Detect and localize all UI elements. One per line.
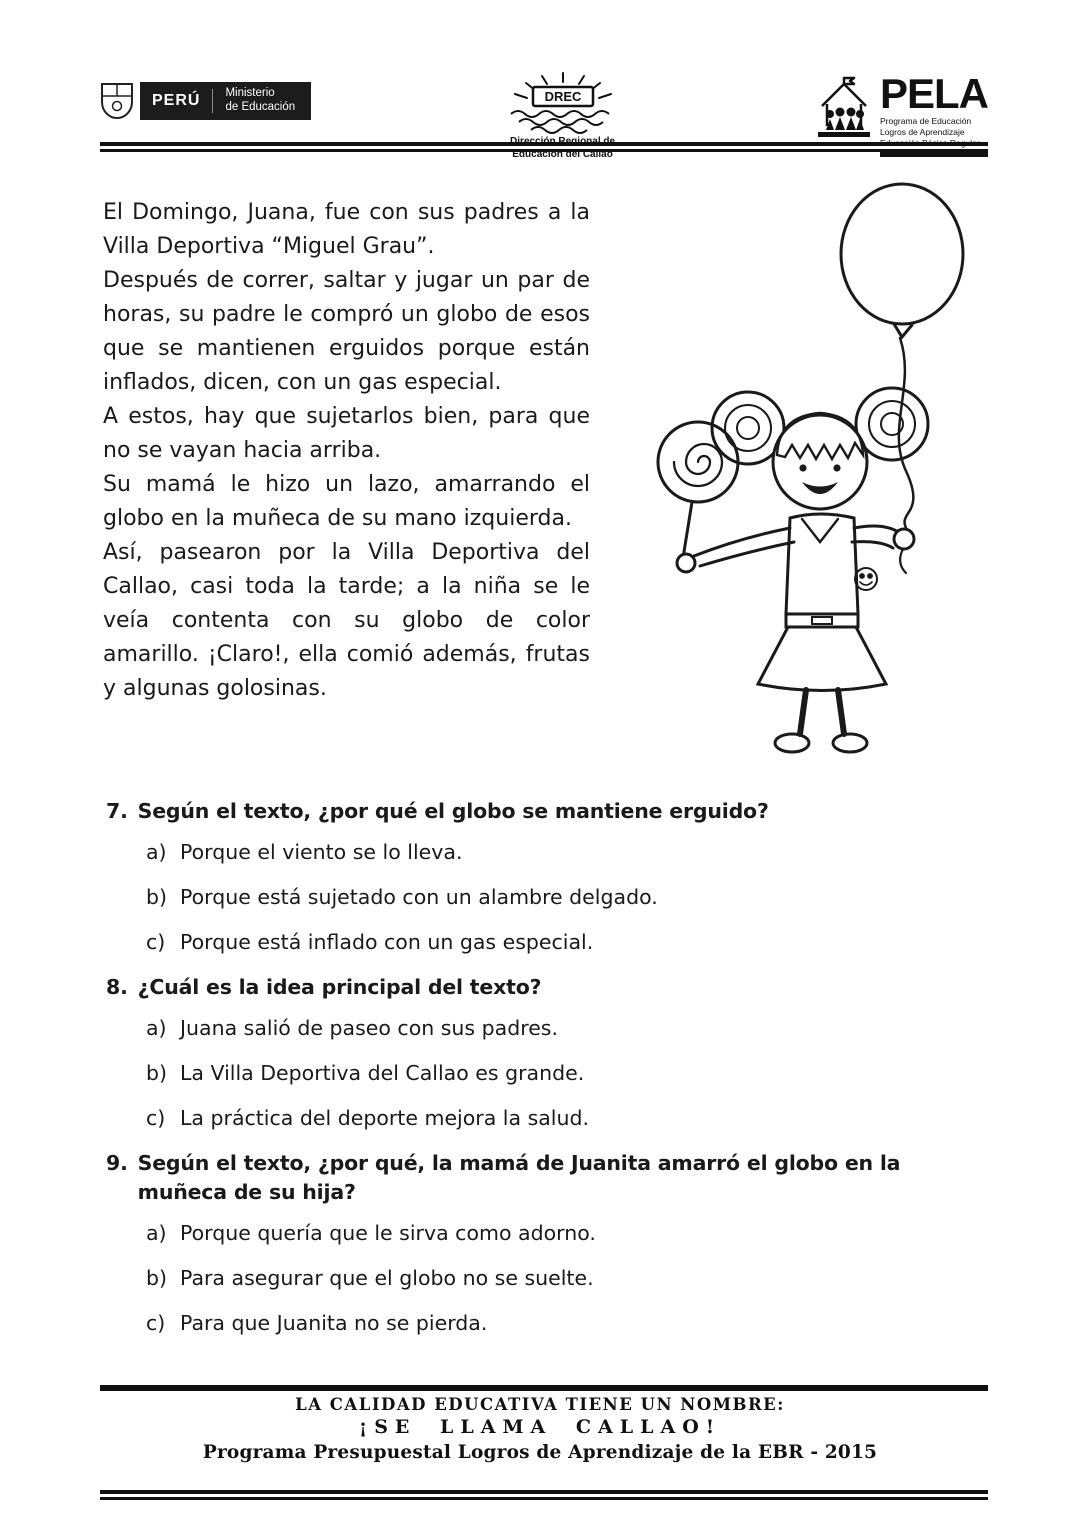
pela-caption-line2: Logros de Aprendizaje xyxy=(879,126,965,137)
question-number: 7. xyxy=(106,799,128,823)
answer-option xyxy=(106,1104,990,1133)
option-text: Porque quería que le sirva como adorno. xyxy=(180,1221,596,1245)
question-number: 8. xyxy=(106,975,128,999)
ministry-label xyxy=(225,87,295,115)
questions-section xyxy=(106,797,990,1354)
answer-option xyxy=(106,928,990,957)
passage-paragraph: A estos, hay que sujetarlos bien, para que no se vayan hacia arriba. xyxy=(103,404,590,463)
question-number: 9. xyxy=(106,1151,128,1175)
question-text: Según el texto, ¿por qué, la mamá de Juanita amarró el globo en la muñeca de su hija? xyxy=(137,1151,901,1204)
option-text: Porque el viento se lo lleva. xyxy=(180,840,463,864)
answer-option xyxy=(106,1309,990,1338)
question-stem xyxy=(106,1149,990,1207)
pela-caption-line1: Programa de Educación xyxy=(879,115,972,126)
pela-acronym: PELA xyxy=(879,70,988,117)
option-letter: b) xyxy=(146,1061,168,1085)
answer-option xyxy=(106,1059,990,1088)
option-text: Para que Juanita no se pierda. xyxy=(180,1311,488,1335)
answer-option xyxy=(106,1219,990,1248)
option-letter: b) xyxy=(146,885,168,909)
option-letter: c) xyxy=(146,1311,166,1335)
pela-underline-bar xyxy=(880,152,988,157)
peru-coat-of-arms-icon xyxy=(100,82,134,120)
drec-acronym: DREC xyxy=(544,89,581,104)
question-9 xyxy=(106,1149,990,1338)
footer-slogan-line2: ¡SE LLAMA CALLAO! xyxy=(358,1416,722,1438)
peru-divider xyxy=(212,89,213,113)
option-letter: a) xyxy=(146,1221,167,1245)
option-text: Juana salió de paseo con sus padres. xyxy=(180,1016,558,1040)
drec-caption-line1: Dirección Regional de xyxy=(510,136,616,147)
header xyxy=(100,70,988,160)
drec-caption-line2: Educación del Callao xyxy=(512,148,613,160)
question-stem xyxy=(106,973,990,1002)
passage-paragraph: Después de correr, saltar y jugar un par de horas, su padre le compró un globo de esos que se mantienen erguidos porque están inflados, dicen, con un gas especial. xyxy=(103,268,590,395)
peru-label: PERÚ xyxy=(152,92,201,109)
peru-ministry-logo xyxy=(100,82,311,120)
option-letter: a) xyxy=(146,840,167,864)
pela-house-icon xyxy=(814,76,874,138)
question-8 xyxy=(106,973,990,1133)
reading-passage xyxy=(103,196,590,781)
option-letter: c) xyxy=(146,930,166,954)
question-7 xyxy=(106,797,990,957)
answer-option xyxy=(106,883,990,912)
footer-double-rule xyxy=(100,1490,988,1500)
footer xyxy=(0,1395,1080,1463)
option-letter: a) xyxy=(146,1016,167,1040)
illustration-container xyxy=(590,166,995,781)
answer-option xyxy=(106,1264,990,1293)
girl-with-balloon-illustration xyxy=(640,166,995,781)
answer-option xyxy=(106,838,990,867)
peru-black-bar xyxy=(140,82,311,120)
footer-slogan-line1: LA CALIDAD EDUCATIVA TIENE UN NOMBRE: xyxy=(295,1395,785,1414)
footer-program-line: Programa Presupuestal Logros de Aprendizaje de la EBR - 2015 xyxy=(202,1442,878,1463)
option-letter: c) xyxy=(146,1106,166,1130)
option-text: La Villa Deportiva del Callao es grande. xyxy=(180,1061,585,1085)
footer-heavy-rule xyxy=(100,1385,988,1391)
question-text: Según el texto, ¿por qué el globo se mantiene erguido? xyxy=(137,799,769,823)
ministry-line2: de Educación xyxy=(225,101,296,113)
option-text: Porque está inflado con un gas especial. xyxy=(180,930,594,954)
passage-paragraph: Así, pasearon por la Villa Deportiva del Callao, casi toda la tarde; a la niña se le veía contenta con su globo de color amarillo. ¡Claro!, ella comió además, frutas y algunas golosinas. xyxy=(103,540,590,701)
option-text: Para asegurar que el globo no se suelte. xyxy=(180,1266,594,1290)
question-text: ¿Cuál es la idea principal del texto? xyxy=(137,975,542,999)
reading-section xyxy=(103,196,995,781)
question-stem xyxy=(106,797,990,826)
pela-caption-line3: Educación Básica Regular xyxy=(879,137,980,148)
passage-paragraph: El Domingo, Juana, fue con sus padres a la Villa Deportiva “Miguel Grau”. xyxy=(103,200,590,259)
option-text: Porque está sujetado con un alambre delgado. xyxy=(180,885,658,909)
answer-option xyxy=(106,1014,990,1043)
option-letter: b) xyxy=(146,1266,168,1290)
ministry-line1: Ministerio xyxy=(225,87,275,100)
drec-sun-icon xyxy=(493,72,633,136)
passage-paragraph: Su mamá le hizo un lazo, amarrando el globo en la muñeca de su mano izquierda. xyxy=(103,472,590,531)
option-text: La práctica del deporte mejora la salud. xyxy=(180,1106,590,1130)
header-double-rule xyxy=(100,142,988,152)
